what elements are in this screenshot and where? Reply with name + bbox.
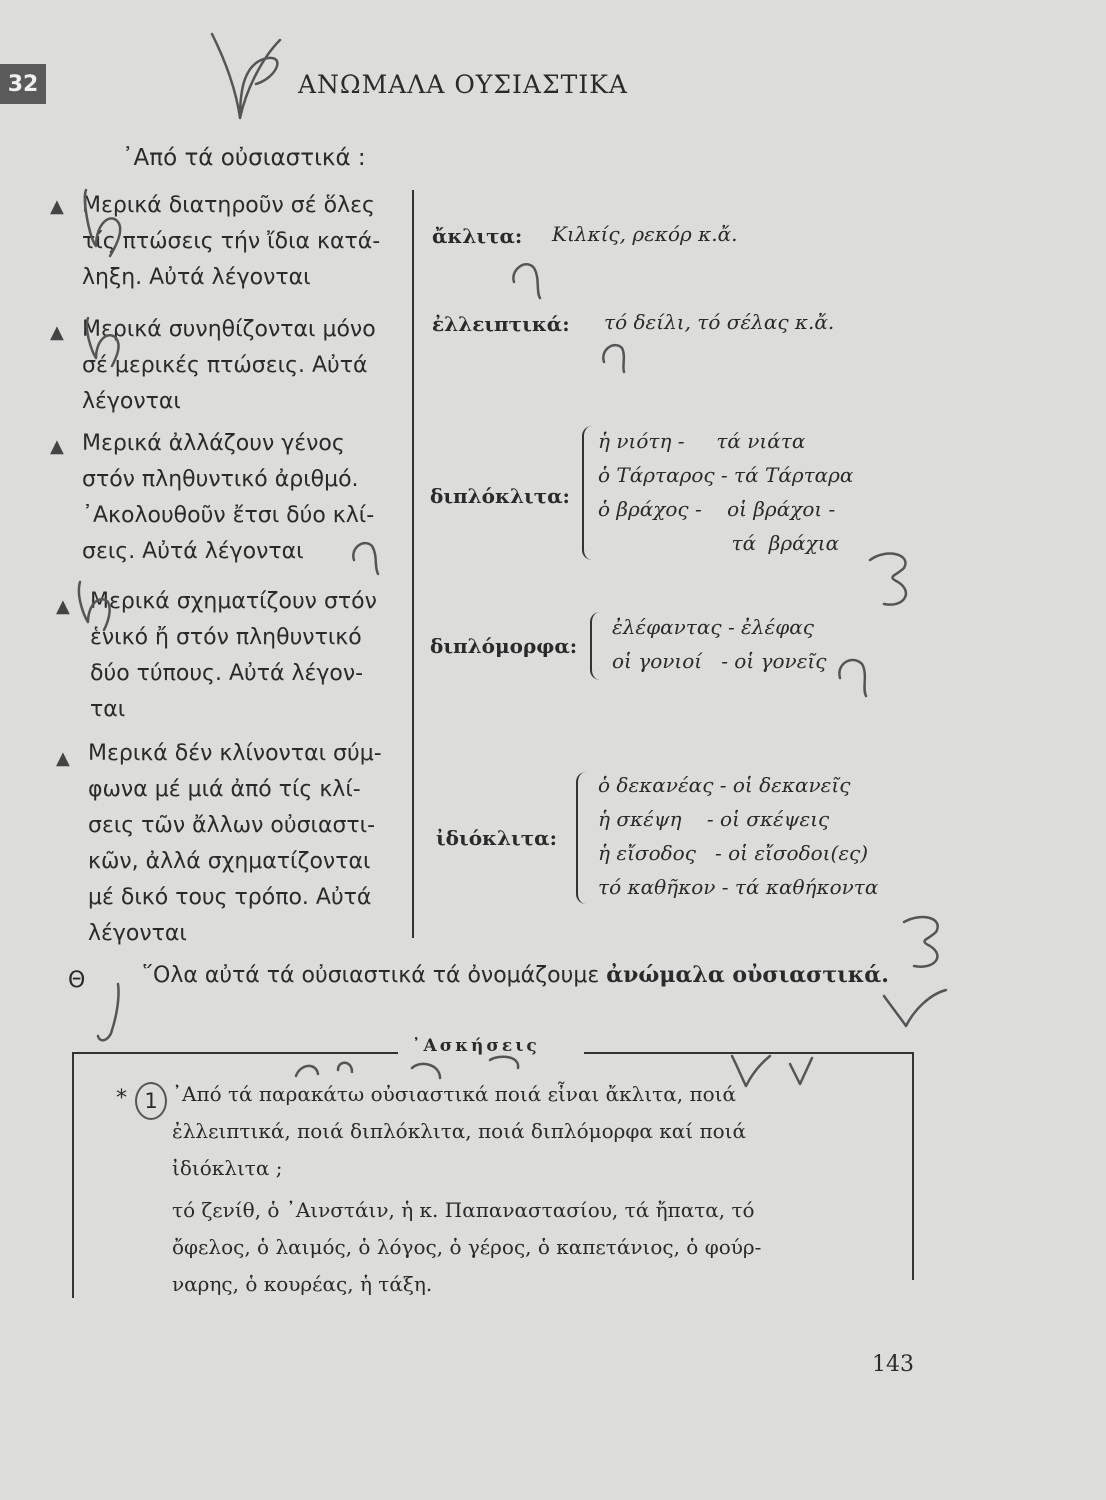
term-akliita: ἄκλιτα: xyxy=(432,224,523,248)
page-number: 143 xyxy=(872,1352,914,1377)
description-line: Μερικά ἀλλάζουν γένος xyxy=(82,431,345,456)
description-line: ται xyxy=(90,697,126,722)
annotation-n-icon xyxy=(87,318,119,366)
description-line: στόν πληθυντικό ἀριθμό. xyxy=(82,467,359,492)
example-line: ἡ εἴσοδος - οἱ εἴσοδοι(ες) xyxy=(598,841,869,865)
theta-marker: Θ xyxy=(68,968,86,993)
question-line: ἰδιόκλιτα ; xyxy=(172,1156,283,1180)
example-text: τό δείλι, τό σέλας κ.ἄ. xyxy=(604,310,835,334)
description-line: λέγονται xyxy=(82,389,181,414)
term-diplomorfa: διπλόμορφα: xyxy=(430,634,578,658)
summary-text: ῞Ολα αὐτά τά οὐσιαστικά τά ὀνομάζουμε xyxy=(142,963,600,988)
term-diploklita: διπλόκλιτα: xyxy=(430,484,570,508)
description-line: κῶν, ἀλλά σχηματίζονται xyxy=(88,849,371,874)
annotation-n-icon xyxy=(839,660,866,696)
description-line: ᾿Ακολουθοῦν ἔτσι δύο κλί- xyxy=(82,503,375,528)
checkmark-icon xyxy=(732,1056,812,1086)
description-line: σεις τῶν ἄλλων οὐσιαστι- xyxy=(88,813,376,838)
description-line: λέγονται xyxy=(88,921,187,946)
lesson-number-badge: 32 xyxy=(0,64,46,104)
annotation-3-icon xyxy=(870,554,906,605)
description-line: Μερικά σχηματίζουν στόν xyxy=(90,589,377,614)
annotation-3-icon xyxy=(904,917,938,967)
triangle-marker-icon: ▲ xyxy=(56,596,70,617)
example-line: ἡ σκέψη - οἱ σκέψεις xyxy=(598,807,830,831)
checkmark-icon xyxy=(212,34,280,118)
description-line: σέ μερικές πτώσεις. Αὐτά xyxy=(82,353,368,378)
words-line: ὄφελος, ὁ λαιμός, ὁ λόγος, ὁ γέρος, ὁ καπετάνιος, ὁ φούρ- xyxy=(172,1235,762,1259)
intro-text: ᾿Από τά οὐσιαστικά : xyxy=(122,145,366,171)
star-marker: * xyxy=(116,1086,127,1111)
description-line: τίς πτώσεις τήν ἴδια κατά- xyxy=(82,229,381,254)
example-line: τό καθῆκον - τά καθήκοντα xyxy=(598,875,879,899)
example-line: ὁ Τάρταρος - τά Τάρταρα xyxy=(598,463,854,487)
description-line: ἑνικό ἤ στόν πληθυντικό xyxy=(90,625,362,650)
description-line: δύο τύπους. Αὐτά λέγον- xyxy=(90,661,364,686)
description-line: Μερικά δέν κλίνονται σύμ- xyxy=(88,741,382,766)
example-line: ὁ βράχος - οἱ βράχοι - xyxy=(598,497,836,521)
description-line: Μερικά συνηθίζονται μόνο xyxy=(82,317,376,342)
triangle-marker-icon: ▲ xyxy=(50,196,64,217)
handwritten-note-icon xyxy=(296,1057,518,1078)
question-line: ᾿Από τά παρακάτω οὐσιαστικά ποιά εἶναι ἄκλιτα, ποιά xyxy=(172,1082,736,1106)
description-line: φωνα μέ μιά ἀπό τίς κλί- xyxy=(88,777,361,802)
triangle-marker-icon: ▲ xyxy=(50,436,64,457)
triangle-marker-icon: ▲ xyxy=(56,748,70,769)
term-idioklita: ἰδιόκλιτα: xyxy=(436,826,557,850)
example-line: ὁ δεκανέας - οἱ δεκανεῖς xyxy=(598,773,851,797)
example-line: ἐλέφαντας - ἐλέφας xyxy=(612,615,814,639)
example-text: Κιλκίς, ρεκόρ κ.ἄ. xyxy=(552,222,738,246)
annotation-n-icon xyxy=(98,984,119,1040)
term-elleiptika: ἐλλειπτικά: xyxy=(432,312,570,336)
description-line: Μερικά διατηροῦν σέ ὅλες xyxy=(82,193,375,218)
annotation-n-icon xyxy=(85,190,120,256)
example-line: ἡ νιότη - τά νιάτα xyxy=(598,429,806,453)
annotation-n-icon xyxy=(353,543,378,574)
exercise-number: 1 xyxy=(135,1082,167,1120)
annotation-n-icon xyxy=(603,345,624,372)
question-line: ἐλλειπτικά, ποιά διπλόκλιτα, ποιά διπλόμορφα καί ποιά xyxy=(172,1119,747,1143)
exercises-heading: ᾿Ασκήσεις xyxy=(412,1036,540,1056)
summary-emphasis: ἀνώμαλα οὐσιαστικά. xyxy=(606,962,889,988)
triangle-marker-icon: ▲ xyxy=(50,322,64,343)
words-line: τό ζενίθ, ὁ ᾿Αινστάιν, ἡ κ. Παπαναστασίου, τά ἤπατα, τό xyxy=(172,1198,755,1222)
annotation-n-icon xyxy=(513,264,540,298)
annotation-n-icon xyxy=(79,582,110,630)
example-line: τά βράχια xyxy=(598,531,840,555)
page-title: ΑΝΩΜΑΛΑ ΟΥΣΙΑΣΤΙΚΑ xyxy=(298,70,628,99)
checkmark-icon xyxy=(884,990,946,1026)
example-line: οἱ γονιοί - οἱ γονεῖς xyxy=(612,649,827,673)
words-line: ναρης, ὁ κουρέας, ἡ τάξη. xyxy=(172,1272,433,1296)
description-line: μέ δικό τους τρόπο. Αὐτά xyxy=(88,885,372,910)
description-line: σεις. Αὐτά λέγονται xyxy=(82,539,304,564)
description-line: ληξη. Αὐτά λέγονται xyxy=(82,265,311,290)
